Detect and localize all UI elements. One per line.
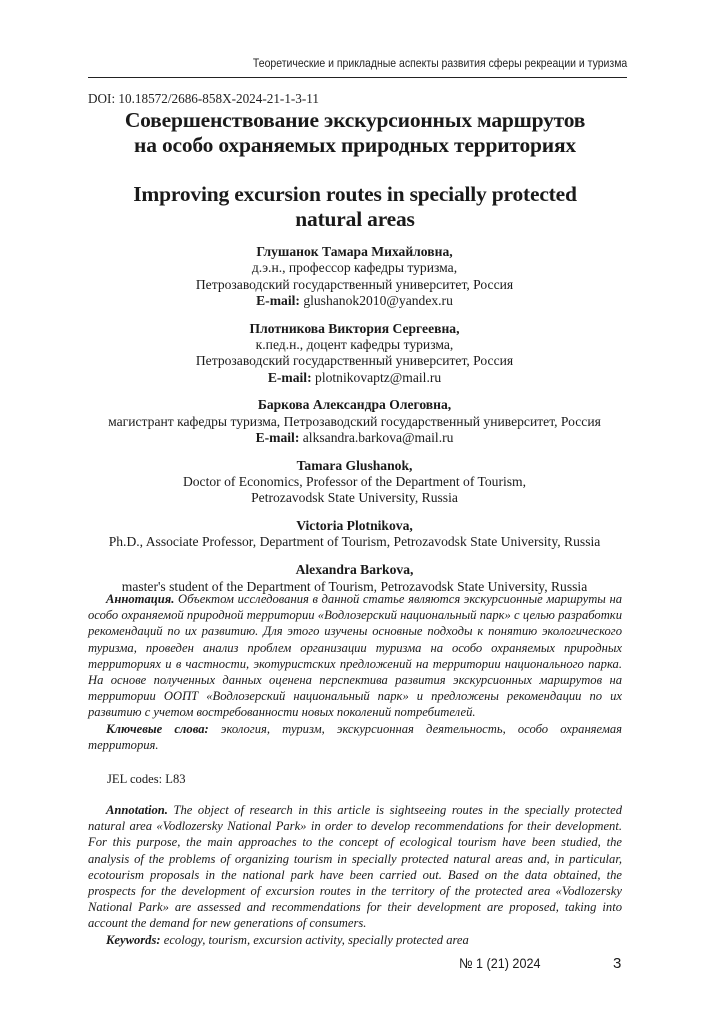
keywords-en-text: ecology, tourism, excursion activity, specially protected area xyxy=(163,932,469,947)
abstract-ru-paragraph xyxy=(88,591,622,721)
keywords-ru-label: Ключевые слова: xyxy=(106,721,209,736)
author-email-line xyxy=(80,370,629,386)
author-email[interactable]: alksandra.barkova@mail.ru xyxy=(302,429,454,445)
abstract-en-label: Annotation. xyxy=(106,803,168,817)
page-number: 3 xyxy=(613,955,622,972)
title-ru-line-2: на особо охраняемых природных территориях xyxy=(134,133,576,157)
author-email-line xyxy=(80,430,629,446)
author-affiliation: Petrozavodsk State University, Russia xyxy=(251,490,458,506)
issue-number: № 1 (21) 2024 xyxy=(459,955,541,971)
keywords-en-paragraph xyxy=(88,932,622,948)
author-position: Ph.D., Associate Professor, Department of Tourism, Petrozavodsk State University, Russia xyxy=(108,534,601,550)
author-email[interactable]: plotnikovaptz@mail.ru xyxy=(315,369,442,385)
author-position: д.э.н., профессор кафедры туризма, xyxy=(251,260,458,276)
author-en-1 xyxy=(80,458,629,507)
author-position: Doctor of Economics, Professor of the Department of Tourism, xyxy=(182,474,527,490)
abstract-en-paragraph xyxy=(88,802,622,932)
author-name: Баркова Александра Олеговна, xyxy=(257,397,452,413)
author-email-line xyxy=(80,293,629,309)
abstract-en-text: The object of research in this article is sightseeing routes in the specially protected natural area «Vodlozersky National Park» in order to develop recommendations for their development. For this purpose, the main approaches to the concept of ecological tourism have been studied, the analysis of the problems of organizing tourism in specially protected natural areas and, in particular, ecotourism proposals in the national park have been carried out. Based on the data obtained, the prospects for the development of excursion routes in the territory of the protected area «Vodlozersky National Park» are assessed and recommendations for their development are proposed, taking into account the demand for new generations of consumers. xyxy=(88,803,623,931)
author-affiliation: Петрозаводский государственный университет, Россия xyxy=(195,353,514,369)
keywords-ru-paragraph xyxy=(88,721,622,753)
email-label: E-mail: xyxy=(255,429,300,445)
author-email[interactable]: glushanok2010@yandex.ru xyxy=(303,292,453,308)
title-en-line-2: natural areas xyxy=(295,207,415,231)
author-name: Tamara Glushanok, xyxy=(296,457,413,473)
author-ru-3 xyxy=(80,397,629,446)
journal-section-header: Теоретические и прикладные аспекты развития сферы рекреации и туризма xyxy=(252,56,627,70)
author-name: Плотникова Виктория Сергеевна, xyxy=(249,320,460,336)
header-divider xyxy=(88,77,627,78)
authors-block xyxy=(80,244,629,606)
author-position: к.пед.н., доцент кафедры туризма, xyxy=(255,336,454,352)
author-en-3 xyxy=(80,562,629,595)
author-name: Victoria Plotnikova, xyxy=(296,518,413,534)
title-en-line-1: Improving excursion routes in specially protected xyxy=(133,182,577,206)
title-russian xyxy=(88,108,622,158)
author-en-2 xyxy=(80,518,629,551)
doi[interactable]: DOI: 10.18572/2686-858X-2024-21-1-3-11 xyxy=(88,91,319,106)
author-position: магистрант кафедры туризма, Петрозаводский государственный университет, Россия xyxy=(108,413,601,429)
keywords-en-label: Keywords: xyxy=(106,932,161,947)
abstract-english xyxy=(88,802,622,948)
abstract-ru-label: Аннотация. xyxy=(106,592,175,606)
author-name: Alexandra Barkova, xyxy=(295,562,414,578)
title-english xyxy=(88,182,622,232)
author-position: master's student of the Department of Tourism, Petrozavodsk State University, Russia xyxy=(121,578,588,594)
title-ru-line-1: Совершенствование экскурсионных маршрутов xyxy=(124,108,586,132)
author-name: Глушанок Тамара Михайловна, xyxy=(256,244,453,259)
abstract-russian xyxy=(88,591,622,753)
keywords-ru-text: экология, туризм, экскурсионная деятельность, особо охраняемая территория. xyxy=(88,721,623,752)
author-ru-2 xyxy=(80,321,629,386)
email-label: E-mail: xyxy=(256,292,300,308)
author-affiliation: Петрозаводский государственный университет, Россия xyxy=(195,276,514,292)
email-label: E-mail: xyxy=(267,369,312,385)
abstract-ru-text: Объектом исследования в данной статье являются экскурсионные маршруты на особо охраняемой природной территории «Водлозерский национальный парк» с целью разработки рекомендаций по их развитию. Для этого изучены основные подходы к понятию экологического туризма, проведен анализ проблем организации туризма на особо охраняемых природных территориях и в частности, экотуристских предложений на территории национального парка. На основе полученных данных оценена перспектива развития экскурсионных маршрутов на территории ООПТ «Водлозерский национальный парк» и предложены рекомендации по их развитию с учетом востребованности новых поколений потребителей. xyxy=(88,592,622,720)
author-ru-1 xyxy=(80,244,629,309)
jel-codes: JEL codes: L83 xyxy=(107,772,186,786)
